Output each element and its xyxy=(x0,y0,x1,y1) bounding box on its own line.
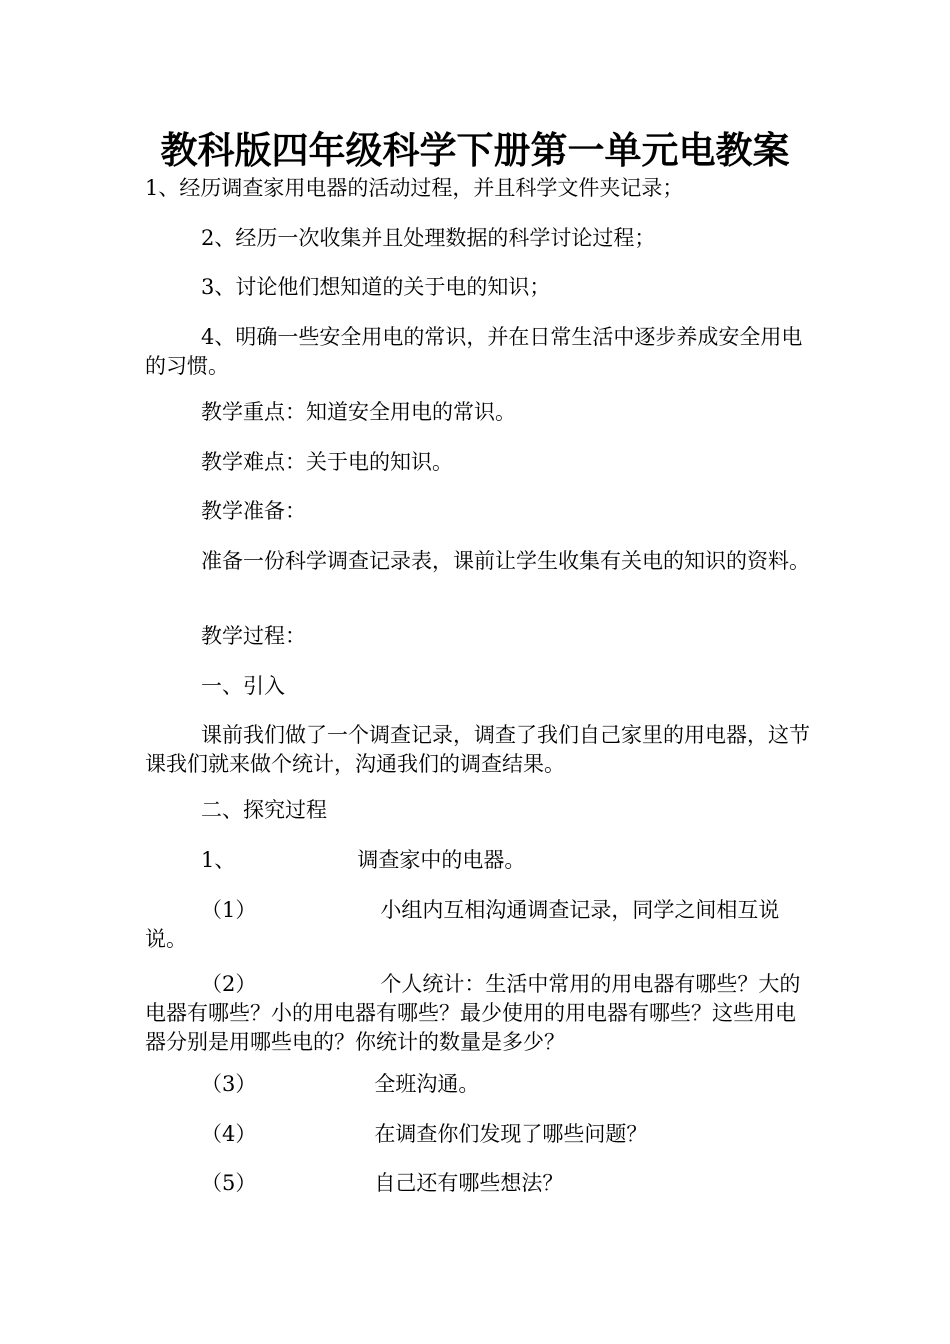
sub-item-4-number: （4） xyxy=(201,1122,257,1146)
sub-item-2-number: （2） xyxy=(201,972,257,996)
sub-item-1 xyxy=(145,896,810,954)
section1-heading: 一、引入 xyxy=(201,674,285,698)
sub-item-3 xyxy=(145,1070,810,1099)
sub-item-2-text: 个人统计：生活中常用的用电器有哪些？大的电器有哪些？小的用电器有哪些？最少使用的用电器有哪些？这些用电器分别是用哪些电的？你统计的数量是多少？ xyxy=(145,972,801,1054)
objective-2: 2、经历一次收集并且处理数据的科学讨论过程； xyxy=(201,226,656,250)
document-title: 教科版四年级科学下册第一单元电教案 xyxy=(160,128,790,172)
sub-item-5-text: 自己还有哪些想法？ xyxy=(374,1171,564,1195)
sub-item-3-text: 全班沟通。 xyxy=(374,1072,480,1096)
sub-item-1-text: 小组内互相沟通调查记录，同学之间相互说说。 xyxy=(145,898,780,951)
sub-item-5 xyxy=(145,1169,810,1198)
objective-1: 1、经历调查家用电器的活动过程，并且科学文件夹记录； xyxy=(145,176,684,200)
section1-text: 课前我们做了一个调查记录，调查了我们自己家里的用电器，这节课我们就来做个统计，沟通我们的调查结果。 xyxy=(145,723,810,776)
sub-item-4-text: 在调查你们发现了哪些问题？ xyxy=(374,1122,648,1146)
sub-item-3-number: （3） xyxy=(201,1072,257,1096)
step-1 xyxy=(145,846,810,875)
difficulty: 教学难点：关于电的知识。 xyxy=(201,450,453,474)
objective-4: 4、明确一些安全用电的常识，并在日常生活中逐步养成安全用电的习惯。 xyxy=(145,325,803,378)
sub-item-5-number: （5） xyxy=(201,1171,257,1195)
sub-item-4 xyxy=(145,1120,810,1149)
step-1-number: 1、 xyxy=(201,848,236,872)
preparation-heading: 教学准备： xyxy=(201,499,306,523)
key-point: 教学重点：知道安全用电的常识。 xyxy=(201,400,516,424)
process-heading: 教学过程： xyxy=(201,624,306,648)
section2-heading: 二、探究过程 xyxy=(201,798,327,822)
step-1-text: 调查家中的电器。 xyxy=(357,848,526,872)
objective-3: 3、讨论他们想知道的关于电的知识； xyxy=(201,275,551,299)
sub-item-2 xyxy=(145,970,810,1057)
sub-item-1-number: （1） xyxy=(201,898,257,922)
preparation-text: 准备一份科学调查记录表，课前让学生收集有关电的知识的资料。 xyxy=(201,549,810,573)
